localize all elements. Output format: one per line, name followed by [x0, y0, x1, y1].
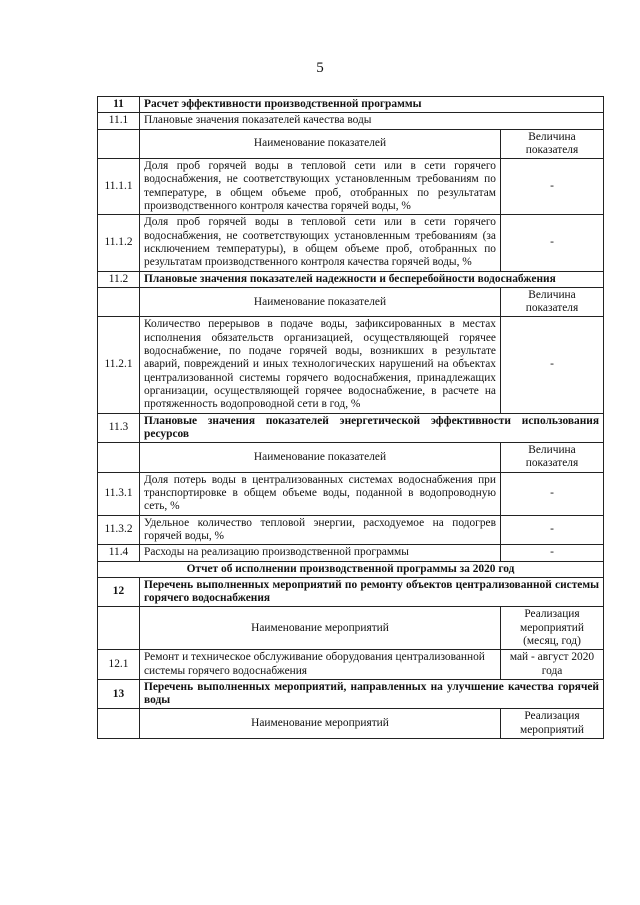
indicator-text: Доля потерь воды в централизованных системах водоснабжения при транспортировке в общем объеме воды, поданной в водопроводную сеть, % — [140, 472, 501, 515]
section-title: Расчет эффективности производственной программы — [140, 97, 604, 113]
row-number: 13 — [98, 679, 140, 709]
subsection-title: Плановые значения показателей качества воды — [140, 113, 604, 129]
measure-text: Ремонт и техническое обслуживание оборудования централизованной системы горячего водоснабжения — [140, 650, 501, 680]
column-header-name: Наименование мероприятий — [140, 607, 501, 650]
table-row — [98, 515, 604, 545]
indicator-text: Удельное количество тепловой энергии, расходуемое на подогрев горячей воды, % — [140, 515, 501, 545]
indicator-text: Количество перерывов в подаче воды, зафиксированных в местах исполнения обязательств организацией, осуществляющей горячее водоснабжение, по подаче горячей воды, возникших в результате аварий, повреждений и иных технологических нарушений на объектах централизованной системы горячего водоснабжения, принадлежащих организации, осуществляющей горячее водоснабжение, в расчете на протяженность водопроводной сети в год, % — [140, 317, 501, 413]
table-header-row — [98, 129, 604, 159]
column-header-value: Реализация мероприятий (месяц, год) — [500, 607, 603, 650]
empty-cell — [98, 607, 140, 650]
measure-period: май - август 2020 года — [500, 650, 603, 680]
row-number: 12 — [98, 577, 140, 607]
column-header-name: Наименование показателей — [140, 443, 501, 473]
table-header-row — [98, 709, 604, 739]
indicator-text: Расходы на реализацию производственной программы — [140, 545, 501, 561]
column-header-value: Величина показателя — [500, 443, 603, 473]
empty-cell — [98, 129, 140, 159]
indicator-value: - — [500, 515, 603, 545]
indicator-value: - — [500, 159, 603, 215]
column-header-name: Наименование показателей — [140, 129, 501, 159]
section-title: Плановые значения показателей надежности и бесперебойности водоснабжения — [140, 271, 604, 287]
production-program-table — [97, 96, 604, 739]
row-number: 11.3 — [98, 413, 140, 443]
indicator-text: Доля проб горячей воды в тепловой сети или в сети горячего водоснабжения, не соответствующих установленным требованиям (за исключением температуры), в общем объеме проб, отобранных по результатам производственного контроля качества горячей воды, % — [140, 215, 501, 271]
row-number: 11.4 — [98, 545, 140, 561]
row-number: 11.3.1 — [98, 472, 140, 515]
indicator-text: Доля проб горячей воды в тепловой сети или в сети горячего водоснабжения, не соответствующих установленным требованиям по температуре, в общем объеме проб, отобранных по результатам производственного контроля качества горячей воды, % — [140, 159, 501, 215]
section-title: Плановые значения показателей энергетической эффективности использования ресурсов — [140, 413, 604, 443]
table-row — [98, 545, 604, 561]
row-number: 11.2.1 — [98, 317, 140, 413]
column-header-value: Величина показателя — [500, 129, 603, 159]
row-number: 11.3.2 — [98, 515, 140, 545]
row-number: 11.1 — [98, 113, 140, 129]
page-number: 5 — [316, 60, 324, 76]
empty-cell — [98, 287, 140, 317]
indicator-value: - — [500, 215, 603, 271]
row-number: 11 — [98, 97, 140, 113]
column-header-name: Наименование мероприятий — [140, 709, 501, 739]
table-row — [98, 271, 604, 287]
table-row — [98, 113, 604, 129]
empty-cell — [98, 709, 140, 739]
table-row — [98, 577, 604, 607]
empty-cell — [98, 443, 140, 473]
table-header-row — [98, 443, 604, 473]
indicator-value: - — [500, 472, 603, 515]
table-row — [98, 413, 604, 443]
table-row — [98, 679, 604, 709]
table-row — [98, 472, 604, 515]
table-header-row — [98, 607, 604, 650]
row-number: 11.1.1 — [98, 159, 140, 215]
row-number: 11.1.2 — [98, 215, 140, 271]
indicator-value: - — [500, 545, 603, 561]
row-number: 12.1 — [98, 650, 140, 680]
indicator-value: - — [500, 317, 603, 413]
column-header-name: Наименование показателей — [140, 287, 501, 317]
column-header-value: Величина показателя — [500, 287, 603, 317]
row-number: 11.2 — [98, 271, 140, 287]
report-title: Отчет об исполнении производственной программы за 2020 год — [98, 561, 604, 577]
table-row — [98, 97, 604, 113]
table-row — [98, 650, 604, 680]
section-title: Перечень выполненных мероприятий по ремонту объектов централизованной системы горячего водоснабжения — [140, 577, 604, 607]
table-row — [98, 159, 604, 215]
section-title: Перечень выполненных мероприятий, направленных на улучшение качества горячей воды — [140, 679, 604, 709]
table-row — [98, 561, 604, 577]
table-row — [98, 317, 604, 413]
table-header-row — [98, 287, 604, 317]
table-row — [98, 215, 604, 271]
column-header-value: Реализация мероприятий — [500, 709, 603, 739]
